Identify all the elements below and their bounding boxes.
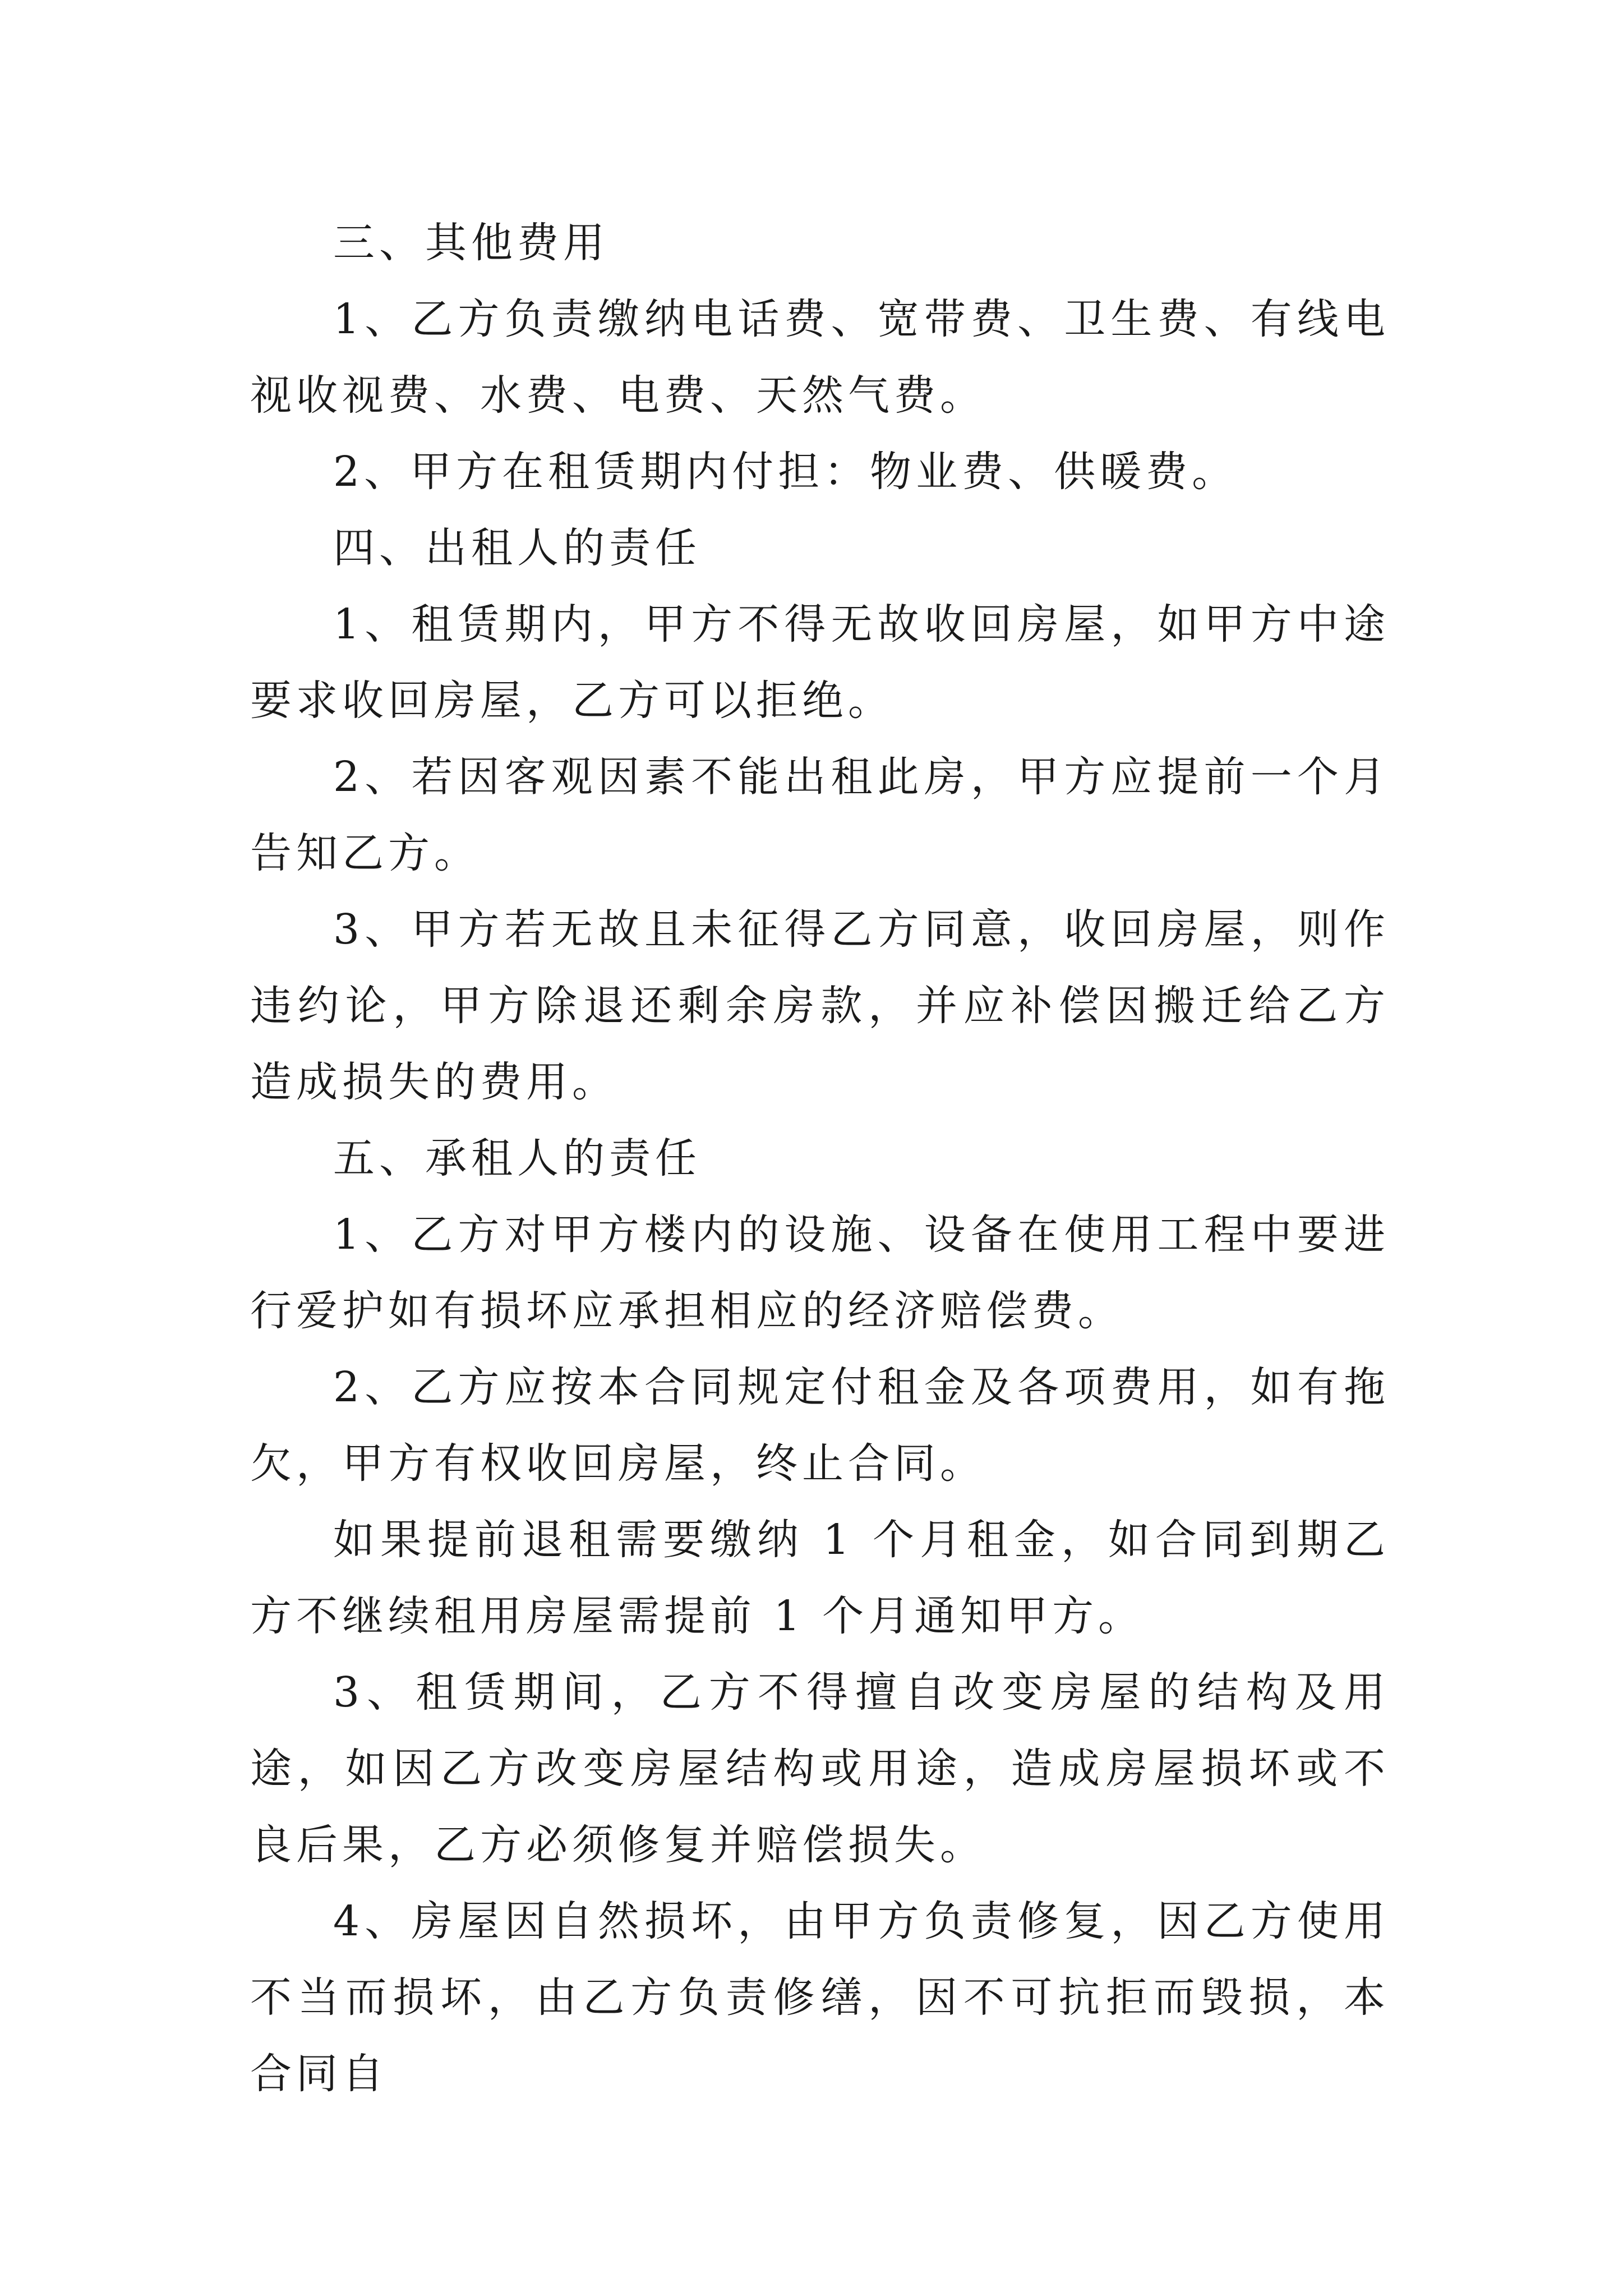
paragraph: 3、甲方若无故且未征得乙方同意，收回房屋，则作违约论，甲方除退还剩余房款，并应补偿因搬迁给乙方造成损失的费用。 bbox=[250, 905, 1390, 1106]
paragraph: 如果提前退租需要缴纳 1 个月租金，如合同到期乙方不继续租用房屋需提前 1 个月通知甲方。 bbox=[250, 1516, 1390, 1640]
paragraph: 2、甲方在租赁期内付担：物业费、供暖费。 bbox=[333, 448, 1238, 496]
paragraph: 2、乙方应按本合同规定付租金及各项费用，如有拖欠，甲方有权收回房屋，终止合同。 bbox=[250, 1363, 1390, 1488]
paragraph: 4、房屋因自然损坏，由甲方负责修复，因乙方使用不当而损坏，由乙方负责修缮，因不可抗拒而毁损，本合同自 bbox=[250, 1897, 1390, 2098]
paragraph: 1、乙方负责缴纳电话费、宽带费、卫生费、有线电视收视费、水费、电费、天然气费。 bbox=[250, 295, 1390, 420]
paragraph: 1、乙方对甲方楼内的设施、设备在使用工程中要进行爱护如有损坏应承担相应的经济赔偿费。 bbox=[250, 1211, 1390, 1335]
paragraph: 1、租赁期内，甲方不得无故收回房屋，如甲方中途要求收回房屋，乙方可以拒绝。 bbox=[250, 600, 1390, 725]
section-heading-other-fees: 三、其他费用 bbox=[333, 219, 609, 267]
paragraph: 3、租赁期间，乙方不得擅自改变房屋的结构及用途，如因乙方改变房屋结构或用途，造成房屋损坏或不良后果，乙方必须修复并赔偿损失。 bbox=[250, 1668, 1390, 1869]
section-heading-lessee-duties: 五、承租人的责任 bbox=[333, 1134, 701, 1182]
document-body bbox=[250, 205, 1390, 2112]
section-heading-lessor-duties: 四、出租人的责任 bbox=[333, 524, 701, 572]
paragraph: 2、若因客观因素不能出租此房，甲方应提前一个月告知乙方。 bbox=[250, 753, 1390, 877]
